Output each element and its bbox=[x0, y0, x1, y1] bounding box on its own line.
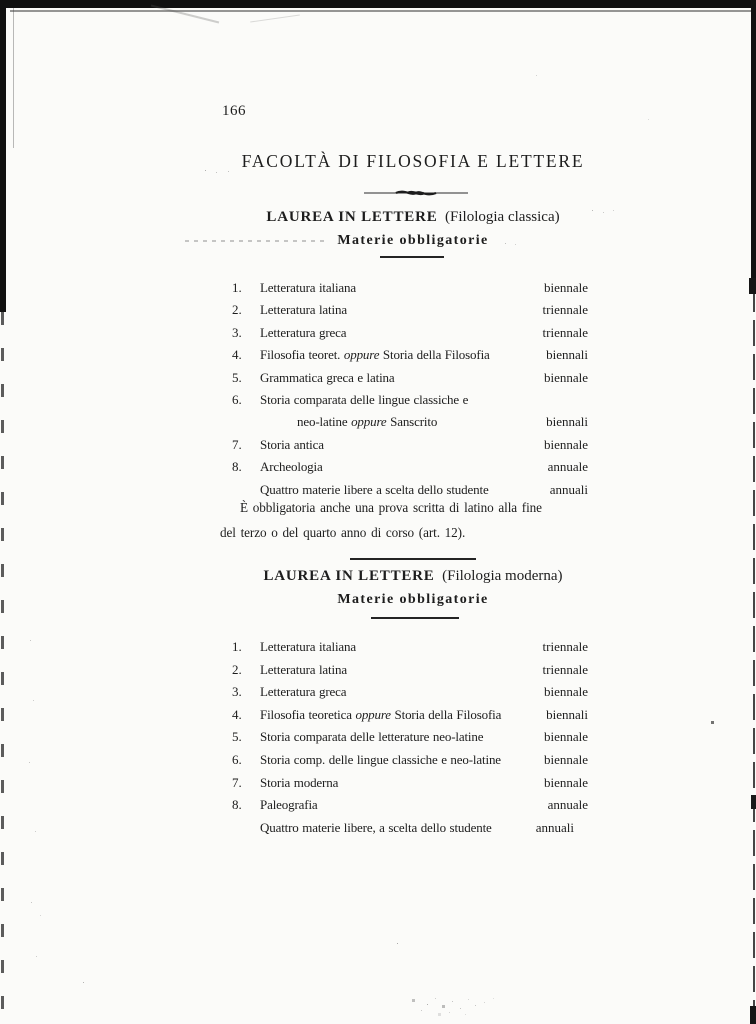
subheading-rule bbox=[380, 256, 444, 258]
page-number: 166 bbox=[222, 103, 246, 119]
scan-mark bbox=[750, 1006, 756, 1024]
subject-name-text: Storia della Filosofia bbox=[390, 706, 502, 722]
subject-name-text: Storia comparata delle letterature neo-latine bbox=[260, 729, 484, 745]
subject-duration: biennale bbox=[543, 436, 588, 452]
subject-number: 2. bbox=[232, 302, 242, 318]
subject-number: 4. bbox=[232, 347, 242, 363]
section1-subject-list bbox=[218, 277, 588, 501]
subject-duration: biennale bbox=[543, 369, 588, 385]
scan-inner-border bbox=[13, 8, 14, 148]
subject-duration: biennale bbox=[543, 684, 588, 700]
subject-name-text: Letteratura greca bbox=[260, 324, 347, 340]
subject-name bbox=[260, 344, 540, 366]
subject-row bbox=[218, 772, 588, 795]
subject-row bbox=[218, 456, 588, 478]
subject-duration: triennale bbox=[542, 324, 588, 340]
subject-number: 3. bbox=[232, 684, 242, 700]
subject-row bbox=[218, 636, 588, 659]
subject-name bbox=[260, 456, 542, 478]
subject-number: 5. bbox=[232, 729, 242, 745]
scan-edge-left bbox=[0, 0, 6, 312]
subject-name-text: Filosofia teoret. bbox=[260, 347, 344, 363]
free-choice-row bbox=[218, 817, 588, 840]
subject-name bbox=[260, 277, 538, 299]
subject-row bbox=[218, 299, 588, 321]
scan-scribble bbox=[250, 15, 300, 23]
subject-name-text: Letteratura italiana bbox=[260, 280, 357, 295]
section-divider-rule bbox=[350, 558, 476, 560]
subject-row bbox=[218, 389, 588, 434]
subject-number: 1. bbox=[232, 280, 242, 295]
subject-name-italic: oppure bbox=[355, 706, 391, 722]
degree-title: LAUREA IN LETTERE bbox=[266, 209, 438, 225]
degree-qualifier-text: (Filologia moderna) bbox=[442, 568, 563, 584]
subject-name bbox=[260, 726, 538, 749]
subject-row bbox=[218, 659, 588, 682]
subject-row bbox=[218, 726, 588, 749]
subject-name bbox=[260, 772, 538, 795]
subject-duration: triennale bbox=[542, 661, 588, 677]
subject-number: 1. bbox=[232, 639, 242, 654]
subject-name-italic: oppure bbox=[343, 347, 380, 363]
subject-duration: biennale bbox=[543, 751, 588, 767]
subject-duration: triennale bbox=[542, 639, 588, 654]
subject-name bbox=[260, 704, 540, 727]
subheading-rule bbox=[371, 617, 459, 619]
scan-speckles bbox=[0, 0, 1, 1]
subject-name-text: Paleografia bbox=[260, 797, 318, 813]
subject-number: 8. bbox=[232, 459, 242, 475]
free-choice-text: Quattro materie libere, a scelta dello studente bbox=[260, 819, 492, 835]
subject-name-text: neo-latine bbox=[297, 414, 352, 430]
subject-name-line2 bbox=[260, 411, 540, 433]
subject-duration: biennali bbox=[546, 706, 588, 722]
subject-row bbox=[218, 277, 588, 299]
subject-name-text: Sanscrito bbox=[386, 414, 438, 430]
note-line2: del terzo o del quarto anno di corso (art. 12). bbox=[220, 524, 466, 540]
subject-name-text: Storia comp. delle lingue classiche e neo-latine bbox=[260, 751, 501, 767]
scan-mark bbox=[749, 278, 756, 294]
faculty-title: FACOLTÀ DI FILOSOFIA E LETTERE bbox=[241, 151, 585, 171]
note-line1: È obbligatoria anche una prova scritta di latino alla fine bbox=[240, 500, 542, 515]
subject-number: 8. bbox=[232, 797, 242, 813]
subject-name bbox=[260, 749, 538, 772]
subject-row bbox=[218, 367, 588, 389]
degree-title: LAUREA IN LETTERE bbox=[263, 568, 435, 584]
subject-number: 2. bbox=[232, 661, 242, 677]
scan-edge-top bbox=[0, 0, 756, 8]
subject-row bbox=[218, 322, 588, 344]
subject-number: 3. bbox=[232, 324, 242, 340]
subject-name bbox=[260, 389, 540, 434]
scan-edge-top-line bbox=[10, 10, 756, 12]
subject-number: 7. bbox=[232, 774, 242, 790]
degree-qualifier-text: (Filologia classica) bbox=[445, 209, 560, 225]
degree-qualifier bbox=[441, 209, 559, 225]
subject-duration: biennali bbox=[546, 347, 588, 363]
subject-name-text: Letteratura latina bbox=[260, 302, 347, 318]
subject-name bbox=[260, 681, 538, 704]
subject-row bbox=[218, 704, 588, 727]
section2-heading bbox=[218, 568, 608, 585]
scan-edge-left-broken bbox=[1, 312, 4, 1012]
subject-name bbox=[260, 367, 538, 389]
subject-number: 7. bbox=[232, 436, 242, 452]
subject-name-text: Letteratura italiana bbox=[260, 639, 357, 654]
subject-name-text: Filosofia teoretica bbox=[260, 706, 356, 722]
subject-name-text: Storia della Filosofia bbox=[379, 347, 490, 363]
scan-edge-right-thin bbox=[753, 286, 755, 1024]
section2-subject-list bbox=[218, 636, 588, 839]
free-choice-text: Quattro materie libere a scelta dello studente bbox=[260, 481, 489, 497]
subject-row bbox=[218, 434, 588, 456]
subject-name bbox=[260, 659, 537, 682]
subject-row bbox=[218, 749, 588, 772]
subject-duration: biennale bbox=[543, 729, 588, 745]
subject-name-text: Storia moderna bbox=[260, 774, 339, 790]
subject-row bbox=[218, 794, 588, 817]
subject-name-text: Archeologia bbox=[260, 459, 323, 475]
subject-duration: biennali bbox=[546, 414, 588, 430]
subject-name bbox=[260, 322, 537, 344]
subject-number: 6. bbox=[232, 751, 242, 767]
subject-name-text: Letteratura latina bbox=[260, 661, 347, 677]
subject-name-line1: Storia comparata delle lingue classiche e bbox=[260, 392, 469, 408]
subject-name-text: Letteratura greca bbox=[260, 684, 347, 700]
subject-row bbox=[218, 344, 588, 366]
scan-edge-right bbox=[751, 0, 756, 286]
scan-speckle-cluster bbox=[405, 994, 406, 995]
section1-subheading: Materie obbligatorie bbox=[337, 233, 489, 248]
subject-name-text: Storia antica bbox=[260, 436, 324, 452]
subject-number: 6. bbox=[232, 392, 242, 408]
subject-duration: biennale bbox=[543, 774, 588, 790]
subject-number: 5. bbox=[232, 369, 242, 385]
subject-duration: annuale bbox=[547, 797, 588, 813]
ornamental-divider bbox=[362, 187, 470, 199]
section2-subheading: Materie obbligatorie bbox=[337, 592, 489, 607]
subject-duration: biennale bbox=[543, 280, 588, 295]
scan-mark bbox=[751, 795, 756, 809]
free-choice-duration: annuali bbox=[549, 481, 588, 497]
subject-name-text: Grammatica greca e latina bbox=[260, 369, 395, 385]
subject-row bbox=[218, 681, 588, 704]
degree-qualifier bbox=[438, 568, 562, 584]
latin-exam-note bbox=[220, 496, 588, 545]
subject-name bbox=[260, 636, 537, 659]
subject-name-italic: oppure bbox=[351, 414, 387, 430]
subject-number: 4. bbox=[232, 706, 242, 722]
subject-duration: annuale bbox=[547, 459, 588, 475]
subject-name bbox=[260, 434, 538, 456]
subject-name bbox=[260, 299, 537, 321]
section1-heading bbox=[218, 209, 608, 226]
subject-duration: triennale bbox=[542, 302, 588, 318]
free-choice-duration: annuali bbox=[535, 819, 574, 835]
subject-name bbox=[260, 794, 542, 817]
